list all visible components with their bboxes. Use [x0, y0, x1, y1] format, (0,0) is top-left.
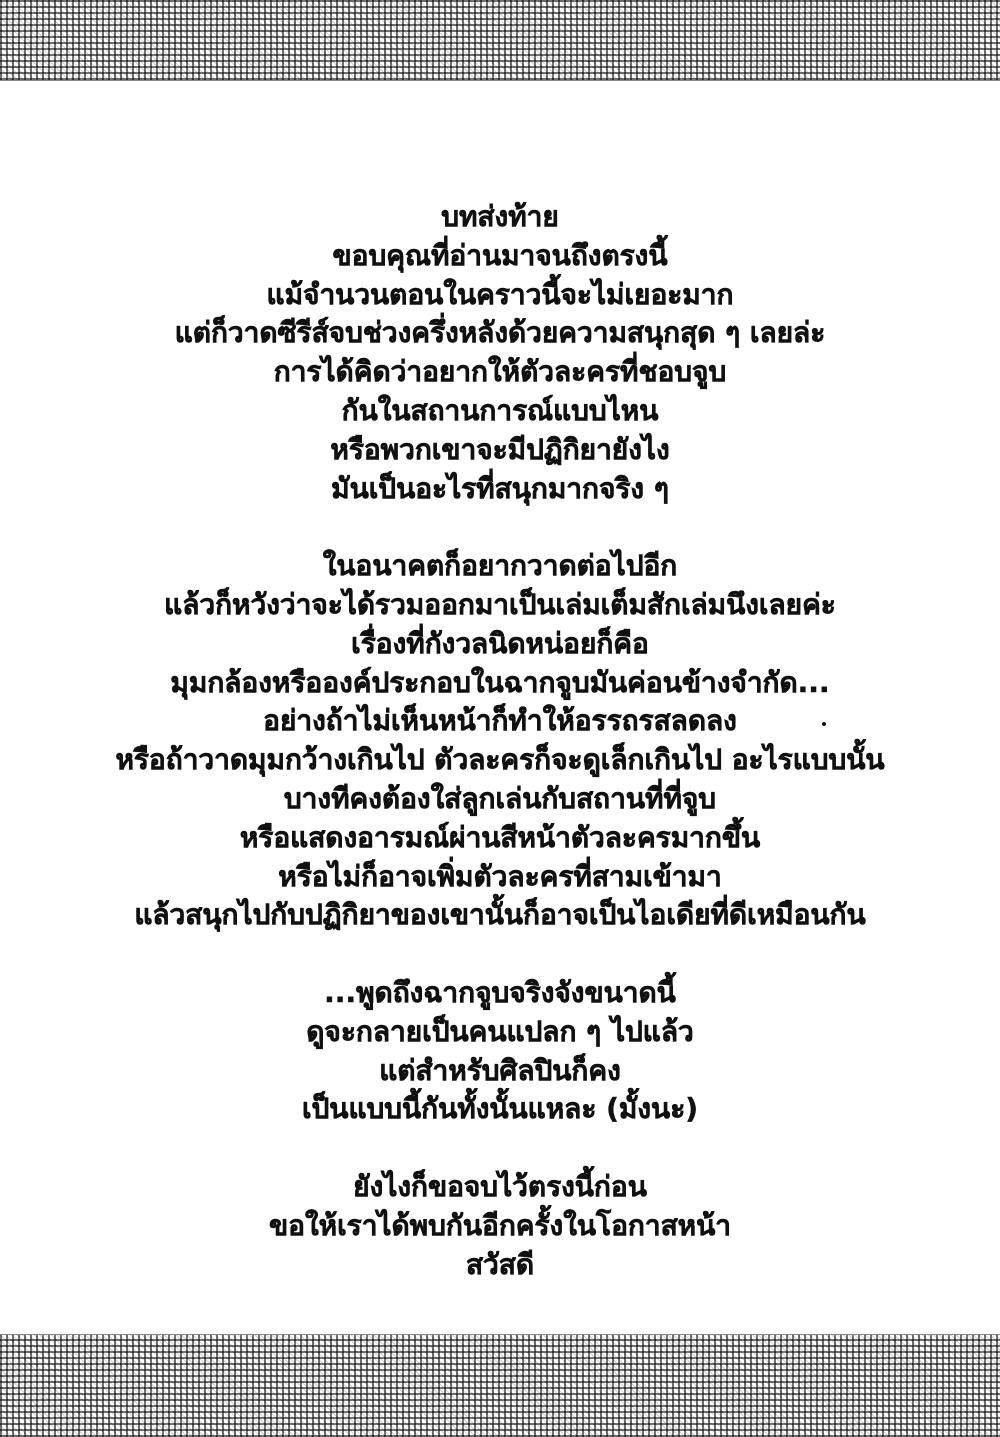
stanza-1 — [30, 198, 970, 508]
text-line: แล้วก็หวังว่าจะได้รวมออกมาเป็นเล่มเต็มสักเล่มนึงเลยค่ะ — [164, 587, 836, 621]
text-line: ในอนาคตก็อยากวาดต่อไปอีก — [322, 549, 678, 583]
text-line: หรือไม่ก็อาจเพิ่มตัวละครที่สามเข้ามา — [278, 859, 722, 893]
text-line: หรือแสดงอารมณ์ผ่านสีหน้าตัวละครมากขึ้น — [239, 820, 761, 854]
text-line: อย่างถ้าไม่เห็นหน้าก็ทำให้อรรถรสลดลง — [263, 704, 737, 738]
closing-line: สวัสดี — [465, 1247, 535, 1281]
text-line: การได้คิดว่าอยากให้ตัวละครที่ชอบจูบ — [273, 355, 727, 389]
text-line: ดูจะกลายเป็นคนแปลก ๆ ไปแล้ว — [306, 1014, 694, 1048]
text-line: แต่ก็วาดซีรีส์จบช่วงครึ่งหลังด้วยความสนุกสุด ๆ เลยล่ะ — [174, 316, 826, 350]
text-line: แต่สำหรับศิลปินก็คง — [379, 1053, 621, 1087]
text-line: เรื่องที่กังวลนิดหน่อยก็คือ — [351, 626, 649, 660]
afterword-text — [30, 198, 970, 1284]
stanza-2 — [30, 547, 970, 935]
text-line: มันเป็นอะไรที่สนุกมากจริง ๆ — [331, 471, 669, 505]
text-line: เป็นแบบนี้กันทั้งนั้นแหละ (มั้งนะ) — [301, 1092, 699, 1126]
stanza-4 — [30, 1168, 970, 1284]
text-line: แม้จำนวนตอนในคราวนี้จะไม่เยอะมาก — [266, 277, 734, 311]
text-line: ...พูดถึงฉากจูบจริงจังขนาดนี้ — [324, 975, 676, 1009]
text-line: ขอบคุณที่อ่านมาจนถึงตรงนี้ — [332, 238, 668, 272]
top-pattern-band — [0, 0, 1000, 81]
stanza-3 — [30, 974, 970, 1129]
text-line: ยังไงก็ขอจบไว้ตรงนี้ก่อน — [353, 1169, 647, 1203]
text-line: หรือพวกเขาจะมีปฏิกิยายังไง — [330, 432, 670, 466]
text-line: กันในสถานการณ์แบบไหน — [341, 393, 659, 427]
text-line: มุมกล้องหรือองค์ประกอบในฉากจูบมันค่อนข้างจำกัด... — [170, 665, 830, 699]
text-line: ขอให้เราได้พบกันอีกครั้งในโอกาสหน้า — [269, 1208, 731, 1242]
afterword-title: บทส่งท้าย — [441, 200, 559, 233]
text-line: แล้วสนุกไปกับปฏิกิยาของเขานั้นก็อาจเป็นไอเดียที่ดีเหมือนกัน — [134, 898, 866, 932]
dot-mark — [822, 722, 826, 726]
bottom-pattern-band — [0, 1334, 1000, 1437]
text-line: บางทีคงต้องใส่ลูกเล่นกับสถานที่ที่จูบ — [283, 781, 717, 815]
text-line: หรือถ้าวาดมุมกว้างเกินไป ตัวละครก็จะดูเล็กเกินไป อะไรแบบนั้น — [115, 743, 885, 777]
